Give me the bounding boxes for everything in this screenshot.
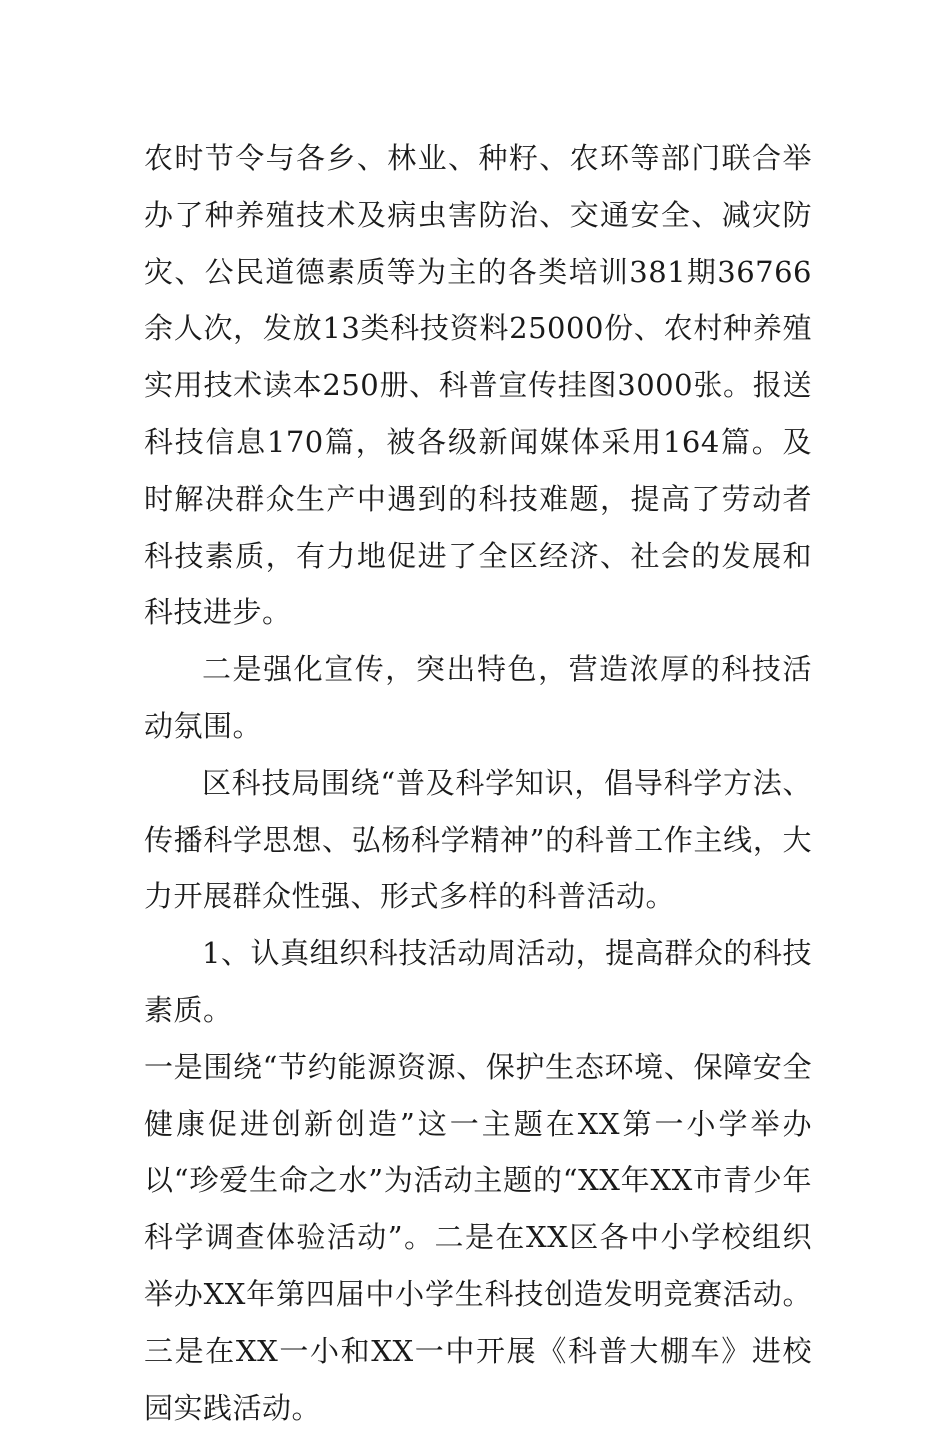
paragraph-continuation: 农时节令与各乡、林业、种籽、农环等部门联合举办了种养殖技术及病虫害防治、交通安全、减灾防灾、公民道德素质等为主的各类培训381期36766余人次，发放13类科技资料25000份、农村种养殖实用技术读本250册、科普宣传挂图3000张。报送科技信息170篇，被各级新闻媒体采用164篇。及时解决群众生产中遇到的科技难题，提高了劳动者科技素质，有力地促进了全区经济、社会的发展和科技进步。 — [144, 141, 812, 630]
paragraph-subheading: 1、认真组织科技活动周活动，提高群众的科技素质。 — [144, 936, 812, 1027]
paragraph-section-heading: 二是强化宣传，突出特色，营造浓厚的科技活动氛围。 — [144, 652, 812, 743]
paragraph-intro: 区科技局围绕“普及科学知识，倡导科学方法、传播科学思想、弘杨科学精神”的科普工作主线，大力开展群众性强、形式多样的科普活动。 — [144, 765, 812, 914]
paragraph-activities: 一是围绕“节约能源资源、保护生态环境、保障安全健康促进创新创造”这一主题在XX第一小学举办以“珍爱生命之水”为活动主题的“XX年XX市青少年科学调查体验活动”。二是在XX区各中小学校组织举办XX年第四届中小学生科技创造发明竞赛活动。三是在XX一小和XX一中开展《科普大棚车》进校园实践活动。 — [144, 1049, 812, 1425]
document-body — [144, 130, 812, 1436]
